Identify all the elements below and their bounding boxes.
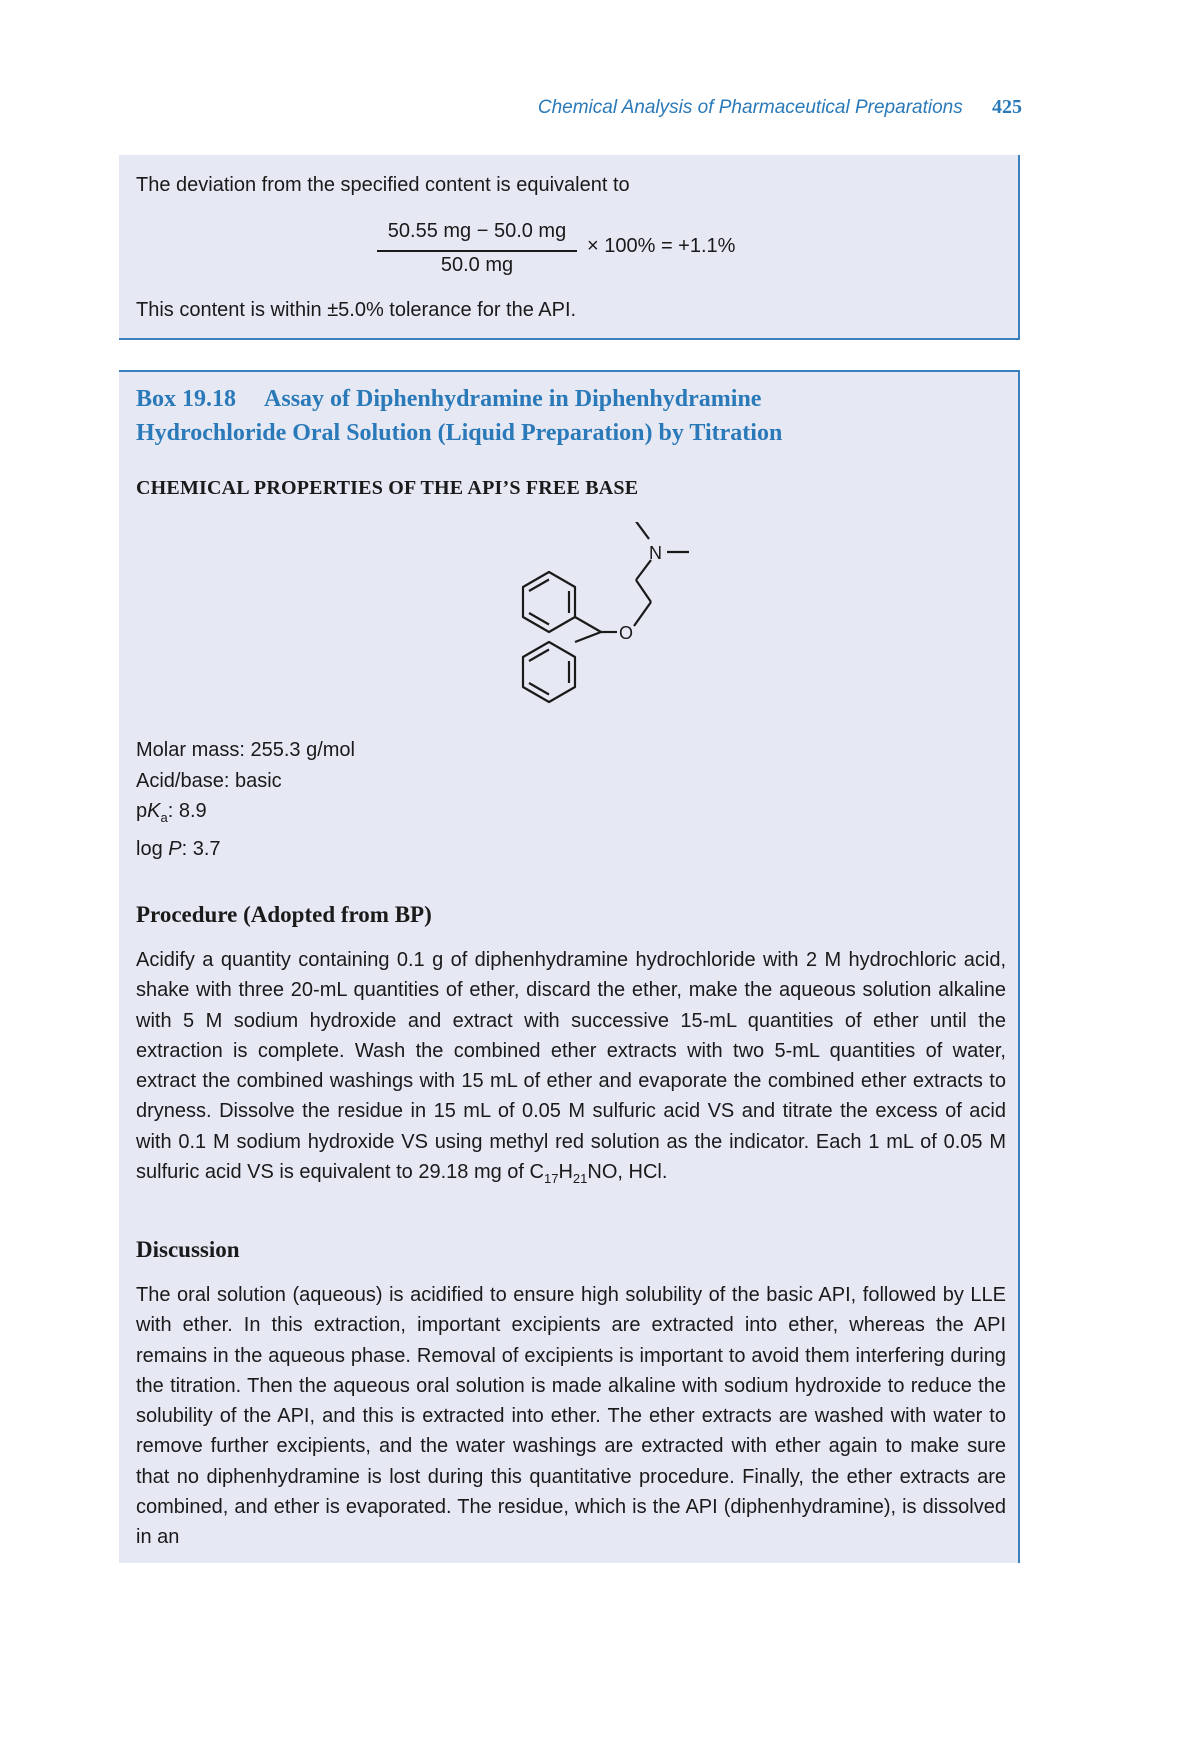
tolerance-conclusion: This content is within ±5.0% tolerance for the API. (136, 299, 577, 321)
box-title-line1: Assay of Diphenhydramine in Diphenhydramine (264, 386, 762, 412)
pka-subscript: a (160, 810, 168, 825)
box-title (136, 382, 996, 450)
bond-upper-ring-ch (575, 617, 601, 632)
discussion-heading: Discussion (136, 1237, 240, 1262)
page-number: 425 (992, 96, 1022, 118)
pka-prefix: p (136, 800, 148, 822)
procedure-text: Acidify a quantity containing 0.1 g of diphenhydramine hydrochloride with 2 M hydrochloric acid, shake with three 20-mL quantities of ether, discard the ether, make the aqueous solution alkaline with 5 M sodium hydroxide and extract with successive 15-mL quantities of ether until the extraction is complete. Wash the combined ether extracts with two 5-mL quantities of water, extract the combined washings with 15 mL of ether and evaporate the combined ether extracts to dryness. Dissolve the residue in 15 mL of 0.05 M sulfuric acid VS and titrate the excess of acid with 0.1 M sodium hydroxide VS using methyl red solution as the indicator. Each 1 mL of 0.05 M sulfuric acid VS is equivalent to 29.18 mg of (136, 949, 1006, 1184)
formula-c: C (529, 1161, 544, 1184)
procedure-heading: Procedure (Adopted from BP) (136, 902, 432, 927)
box-title-line2: Hydrochloride Oral Solution (Liquid Preparation) by Titration (136, 420, 783, 446)
molar-mass: Molar mass: 255.3 g/mol (136, 739, 355, 761)
formula-h-sub: 21 (572, 1171, 588, 1187)
properties-list (136, 735, 355, 864)
diphenhydramine-structure (479, 522, 799, 722)
logp-p: P (168, 837, 182, 860)
pka-k: K (147, 800, 161, 822)
equation-result: × 100% = +1.1% (587, 235, 736, 257)
formula-h: H (558, 1161, 573, 1184)
running-title: Chemical Analysis of Pharmaceutical Preparations (537, 97, 963, 118)
acid-base: Acid/base: basic (136, 769, 282, 792)
equation-denominator: 50.0 mg (440, 254, 514, 276)
running-head (538, 96, 1022, 119)
log-p (136, 834, 355, 865)
bond-oxygen-ch2 (634, 602, 651, 626)
box-19-18 (119, 370, 1020, 1563)
bond-n-methyl-1 (635, 522, 649, 539)
procedure-paragraph (136, 945, 1006, 1194)
previous-box-continuation (119, 155, 1020, 340)
formula-c-sub: 17 (544, 1171, 559, 1187)
formula-rest: NO, HCl. (587, 1161, 668, 1184)
discussion-paragraph: The oral solution (aqueous) is acidified to ensure high solubility of the basic API, followed by LLE with ether. In this extraction, important excipients are extracted into ether, whereas the API remains in the aqueous phase. Removal of excipients is important to avoid them interfering during the titration. Then the aqueous oral solution is made alkaline with sodium hydroxide to reduce the solubility of the API, and this is extracted into ether. The ether extracts are washed with water to remove further excipients, and the water washings are extracted with ether again to make sure that no diphenhydramine is lost during this quantitative procedure. Finally, the ether extracts are combined, and ether is evaporated. The residue, which is the API (diphenhydramine), is dissolved in an (136, 1284, 1006, 1549)
pka (136, 796, 355, 834)
logp-prefix: log (136, 837, 169, 860)
bond-ch-lower-ring (575, 632, 601, 642)
bond-ch2-nitrogen (636, 560, 651, 580)
nitrogen-label: N (649, 543, 662, 563)
deviation-intro: The deviation from the specified content is equivalent to (136, 174, 630, 196)
upper-phenyl-ring (523, 572, 575, 632)
properties-heading: CHEMICAL PROPERTIES OF THE API’S FREE BASE (136, 477, 639, 499)
bond-ch2-ch2 (636, 580, 651, 602)
logp-value: : 3.7 (181, 837, 221, 860)
fraction-bar (377, 250, 577, 252)
box-number: Box 19.18 (136, 386, 237, 412)
lower-phenyl-ring (523, 642, 575, 702)
oxygen-label: O (619, 623, 634, 643)
pka-value: : 8.9 (167, 800, 207, 822)
equation-numerator: 50.55 mg − 50.0 mg (387, 220, 567, 242)
